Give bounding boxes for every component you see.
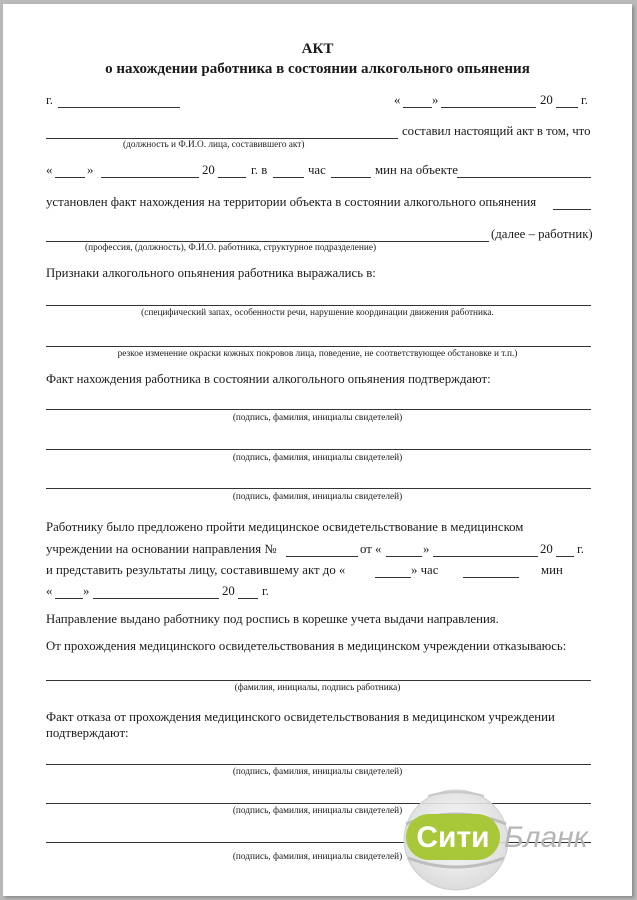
results-minute-field[interactable]: [55, 598, 83, 599]
caption-witness-1: (подпись, фамилия, инициалы свидетелей): [232, 413, 403, 423]
caption-signs-2: резкое изменение окраски кожных покровов лица, поведение, не соответствующее обстановке и т.п.): [117, 349, 518, 359]
compiler-field[interactable]: [46, 138, 398, 139]
month-field[interactable]: [441, 107, 536, 108]
document-title: АКТ: [301, 41, 334, 57]
document-page: [3, 4, 632, 896]
medical-line-3b: » час: [411, 563, 439, 577]
caption-witness-3: (подпись, фамилия, инициалы свидетелей): [232, 492, 403, 502]
signs-field-1[interactable]: [46, 305, 591, 306]
logo-text-part2: Бланк: [504, 821, 588, 854]
medical-line-2a: учреждении на основании направления №: [46, 542, 277, 556]
direction-year-prefix: 20: [540, 542, 553, 556]
fact-text: установлен факт нахождения на территории объекта в состоянии алкогольного опьянения: [46, 195, 537, 209]
minute-object-label: мин на объекте: [375, 163, 458, 177]
city-label: г.: [46, 93, 54, 107]
direction-day-field[interactable]: [386, 556, 422, 557]
time-day-field[interactable]: [55, 177, 85, 178]
date-close-quote: »: [432, 93, 439, 107]
direction-number-field[interactable]: [286, 556, 358, 557]
results-month-field[interactable]: [93, 598, 219, 599]
worker-sign-field[interactable]: [46, 680, 591, 681]
results-close-quote: »: [83, 584, 90, 598]
caption-refusal-witness-1: (подпись, фамилия, инициалы свидетелей): [232, 767, 403, 777]
worker-suffix: (далее – работник): [491, 227, 593, 241]
caption-refusal-witness-3: (подпись, фамилия, инициалы свидетелей): [232, 852, 403, 862]
results-year-prefix: 20: [222, 584, 235, 598]
year-field[interactable]: [556, 107, 578, 108]
results-open-quote: «: [46, 584, 53, 598]
year-suffix: г.: [581, 93, 589, 107]
time-close-quote: »: [87, 163, 94, 177]
caption-worker: (профессия, (должность), Ф.И.О. работника, структурное подразделение): [85, 243, 377, 253]
date-open-quote: «: [394, 93, 401, 107]
year-prefix: 20: [540, 93, 553, 107]
direction-month-field[interactable]: [433, 556, 538, 557]
witness-field-3[interactable]: [46, 488, 591, 489]
time-year-prefix: 20: [202, 163, 215, 177]
direction-year-suffix: г.: [577, 542, 585, 556]
minute-field[interactable]: [331, 177, 371, 178]
compiled-text: составил настоящий акт в том, что: [402, 124, 591, 138]
caption-witness-2: (подпись, фамилия, инициалы свидетелей): [232, 453, 403, 463]
witness-field-2[interactable]: [46, 449, 591, 450]
worker-field[interactable]: [46, 241, 489, 242]
signs-heading: Признаки алкогольного опьянения работника выражались в:: [46, 266, 376, 280]
medical-line-3a: и представить результаты лицу, составившему акт до «: [46, 563, 346, 577]
citiblank-logo: [398, 784, 632, 896]
day-field[interactable]: [403, 107, 432, 108]
medical-line-1: Работнику было предложено пройти медицинское освидетельствование в медицинском: [46, 520, 524, 534]
caption-signs-1: (специфический запах, особенности речи, нарушение координации движения работника.: [141, 308, 494, 318]
signs-field-2[interactable]: [46, 346, 591, 347]
results-hour-field[interactable]: [463, 577, 519, 578]
medical-line-2b: от «: [360, 542, 382, 556]
direction-close-quote: »: [423, 542, 430, 556]
refusal-fact-line-1: Факт отказа от прохождения медицинского освидетельствования в медицинском учреждении: [46, 710, 555, 724]
results-year-field[interactable]: [238, 598, 258, 599]
confirm-heading: Факт нахождения работника в состоянии алкогольного опьянения подтверждают:: [46, 372, 491, 386]
witness-field-1[interactable]: [46, 409, 591, 410]
logo-text-part1: Сити: [416, 821, 490, 854]
document-subtitle: о нахождении работника в состоянии алкогольного опьянения: [105, 61, 530, 77]
direction-text: Направление выдано работнику под роспись в корешке учета выдачи направления.: [46, 612, 499, 626]
results-year-suffix: г.: [262, 584, 270, 598]
hour-field[interactable]: [273, 177, 304, 178]
time-month-field[interactable]: [101, 177, 199, 178]
direction-year-field[interactable]: [556, 556, 574, 557]
object-field[interactable]: [457, 177, 591, 178]
hour-label: час: [308, 163, 326, 177]
caption-compiler: (должность и Ф.И.О. лица, составившего акт): [123, 140, 305, 150]
medical-line-3c: мин: [541, 563, 563, 577]
time-year-field[interactable]: [218, 177, 246, 178]
refusal-fact-line-2: подтверждают:: [46, 726, 129, 740]
fact-field[interactable]: [553, 209, 591, 210]
time-open-quote: «: [46, 163, 53, 177]
city-field[interactable]: [58, 107, 180, 108]
time-year-suffix: г. в: [251, 163, 268, 177]
caption-refusal-witness-2: (подпись, фамилия, инициалы свидетелей): [232, 806, 403, 816]
results-day-field[interactable]: [375, 577, 411, 578]
refusal-witness-field-1[interactable]: [46, 764, 591, 765]
refuse-text: От прохождения медицинского освидетельствования в медицинском учреждении отказываюсь:: [46, 639, 567, 653]
caption-worker-sign: (фамилия, инициалы, подпись работника): [234, 683, 401, 693]
